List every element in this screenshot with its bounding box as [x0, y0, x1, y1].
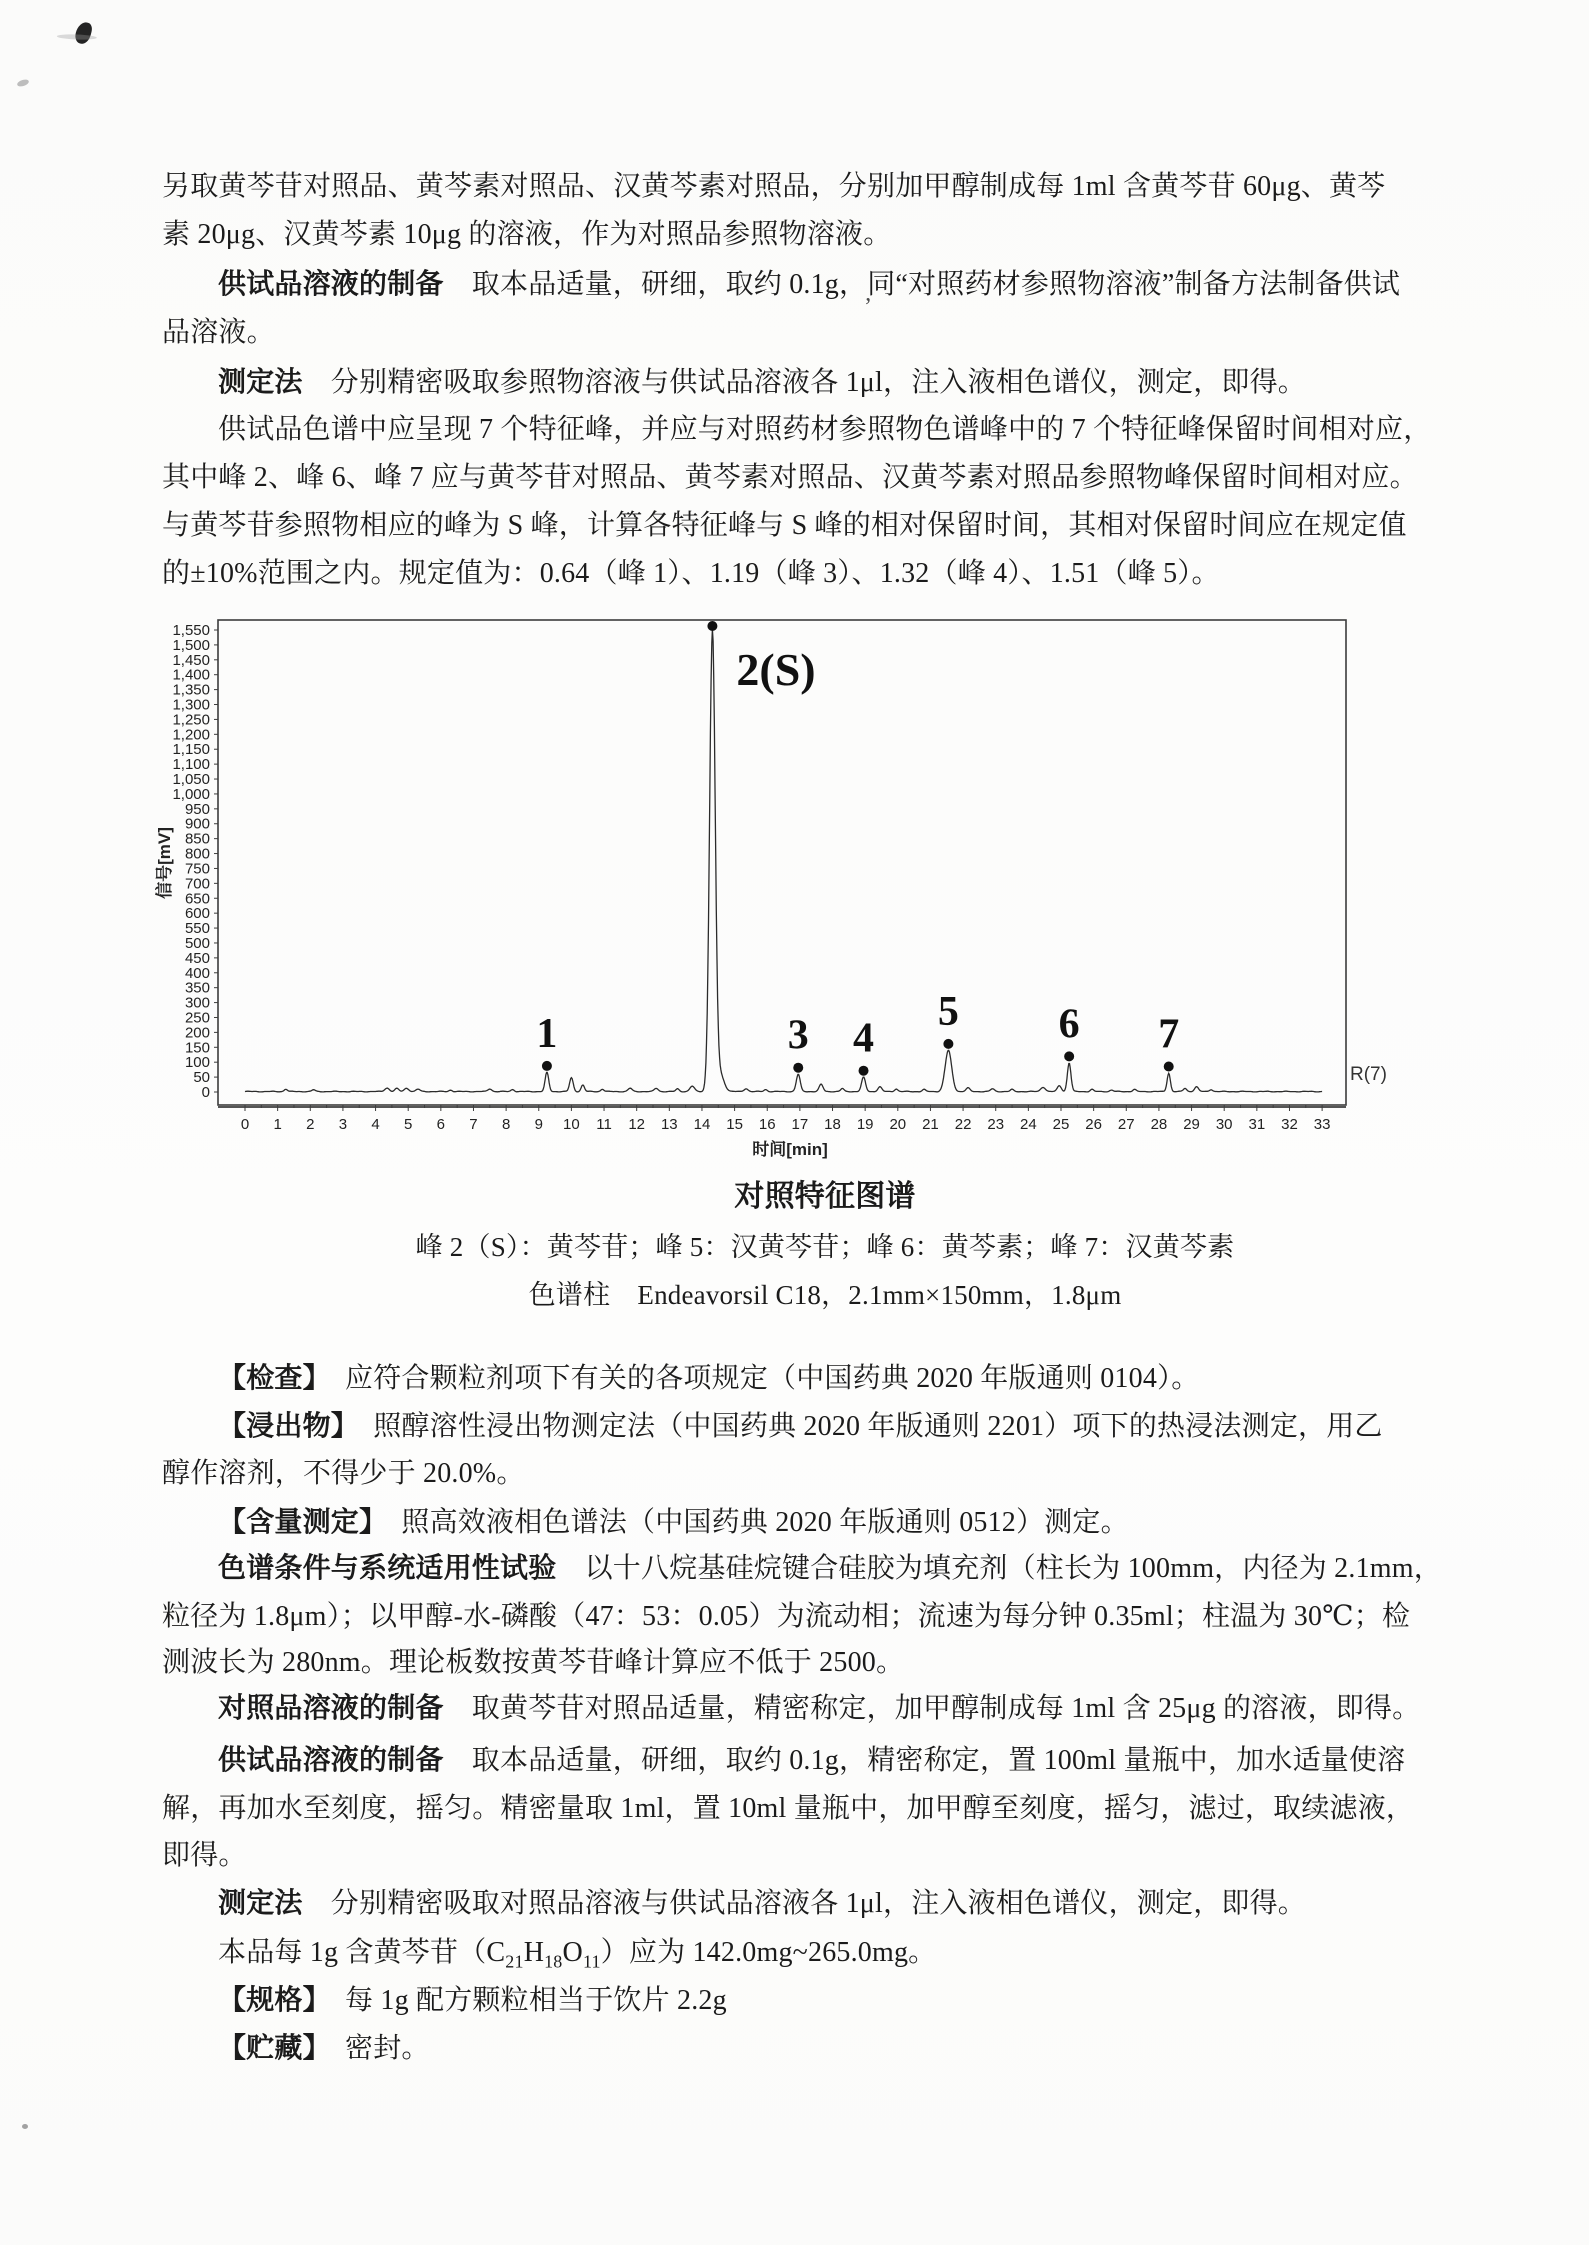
- text-line: 解，再加水至刻度，摇匀。精密量取 1ml，置 10ml 量瓶中，加甲醇至刻度，摇匀，滤过，取续滤液，: [162, 1793, 1415, 1824]
- text-line: 与黄芩苷参照物相应的峰为 S 峰，计算各特征峰与 S 峰的相对保留时间，其相对保留时间应在规定值: [162, 510, 1407, 541]
- svg-text:23: 23: [987, 1116, 1005, 1133]
- svg-text:3: 3: [787, 1012, 809, 1059]
- svg-text:350: 350: [184, 979, 210, 997]
- svg-text:5: 5: [937, 988, 959, 1035]
- svg-text:19: 19: [856, 1116, 874, 1133]
- svg-text:R(7): R(7): [1350, 1064, 1387, 1086]
- svg-text:950: 950: [184, 800, 210, 818]
- text-line: 【浸出物】 照醇溶性浸出物测定法（中国药典 2020 年版通则 2201）项下的热浸法测定，用乙: [218, 1410, 1383, 1442]
- text-line: 色谱条件与系统适用性试验 以十八烷基硅烷键合硅胶为填充剂（柱长为 100mm，内径为 2.1mm，: [218, 1552, 1442, 1584]
- svg-text:250: 250: [184, 1009, 210, 1027]
- scan-artifact-dot: [22, 2124, 28, 2129]
- svg-text:6: 6: [436, 1116, 446, 1133]
- svg-text:50: 50: [193, 1069, 210, 1087]
- svg-text:6: 6: [1058, 1001, 1080, 1048]
- svg-text:5: 5: [404, 1116, 413, 1133]
- svg-text:14: 14: [693, 1116, 711, 1133]
- svg-text:25: 25: [1052, 1116, 1070, 1133]
- svg-text:1,350: 1,350: [172, 681, 210, 699]
- text-line: 测定法 分别精密吸取对照品溶液与供试品溶液各 1μl，注入液相色谱仪，测定，即得。: [218, 1887, 1307, 1919]
- text-line: 对照特征图谱: [734, 1180, 916, 1213]
- text-line: 另取黄芩苷对照品、黄芩素对照品、汉黄芩素对照品，分别加甲醇制成每 1ml 含黄芩苷 60μg、黄芩: [162, 171, 1386, 202]
- svg-text:27: 27: [1117, 1116, 1135, 1133]
- text-line: 测波长为 280nm。理论板数按黄芩苷峰计算应不低于 2500。: [162, 1647, 905, 1678]
- svg-text:2: 2: [306, 1116, 315, 1133]
- svg-text:400: 400: [184, 964, 210, 982]
- svg-text:0: 0: [240, 1116, 250, 1133]
- svg-text:1,550: 1,550: [172, 622, 210, 639]
- svg-text:20: 20: [889, 1116, 907, 1133]
- svg-text:10: 10: [563, 1116, 580, 1133]
- text-line: 其中峰 2、峰 6、峰 7 应与黄芩苷对照品、黄芩素对照品、汉黄芩素对照品参照物峰保留时间相对应。: [162, 462, 1418, 493]
- text-line: 峰 2（S）：黄芩苷；峰 5：汉黄芩苷；峰 6：黄芩素；峰 7：汉黄芩素: [415, 1232, 1235, 1262]
- svg-text:7: 7: [1158, 1011, 1180, 1058]
- text-line: 测定法 分别精密吸取参照物溶液与供试品溶液各 1μl，注入液相色谱仪，测定，即得。: [218, 366, 1307, 398]
- svg-text:1,150: 1,150: [172, 741, 210, 759]
- chromatogram-figure: [140, 600, 1440, 1180]
- text-line: 【贮藏】 密封。: [218, 2032, 430, 2064]
- text-line: 供试品溶液的制备 取本品适量，研细，取约 0.1g，精密称定，置 100ml 量瓶中，加水适量使溶: [218, 1744, 1406, 1776]
- text-line: 供试品溶液的制备 取本品适量，研细，取约 0.1g，同“对照药材参照物溶液”制备方法制备供试: [218, 268, 1401, 300]
- svg-text:17: 17: [791, 1116, 809, 1133]
- text-line: 的±10%范围之内。规定值为：0.64（峰 1）、1.19（峰 3）、1.32（峰 4）、1.51（峰 5）。: [162, 558, 1220, 589]
- svg-text:13: 13: [660, 1116, 678, 1133]
- text-line: 即得。: [162, 1840, 247, 1871]
- text-line: 本品每 1g 含黄芩苷$(C_{21}H_{18}O_{11})$应为 142.0mg~265.0mg。: [218, 1937, 937, 1972]
- svg-text:1,250: 1,250: [172, 711, 210, 729]
- svg-text:时间[min]: 时间[min]: [752, 1140, 828, 1159]
- text-line: 粒径为 1.8μm）；以甲醇-水-磷酸（47：53：0.05）为流动相；流速为每分钟 0.35ml；柱温为 30℃；检: [162, 1601, 1411, 1632]
- svg-text:550: 550: [184, 920, 210, 938]
- svg-text:3: 3: [338, 1116, 348, 1133]
- svg-text:2(S): 2(S): [736, 643, 816, 695]
- svg-text:600: 600: [184, 905, 210, 923]
- svg-text:16: 16: [758, 1116, 776, 1133]
- chromatogram-chart: [140, 600, 1440, 1180]
- svg-text:150: 150: [184, 1039, 210, 1057]
- text-line: 【检查】 应符合颗粒剂项下有关的各项规定（中国药典 2020 年版通则 0104）。: [218, 1362, 1200, 1394]
- svg-text:1,400: 1,400: [172, 666, 210, 684]
- text-line: 素 20μg、汉黄芩素 10μg 的溶液，作为对照品参照物溶液。: [162, 219, 892, 250]
- svg-text:800: 800: [184, 845, 210, 863]
- svg-text:300: 300: [184, 994, 210, 1012]
- svg-text:4: 4: [853, 1015, 875, 1062]
- svg-text:0: 0: [201, 1084, 210, 1101]
- svg-text:28: 28: [1150, 1116, 1168, 1133]
- svg-text:30: 30: [1215, 1116, 1233, 1133]
- text-line: 【规格】 每 1g 配方颗粒相当于饮片 2.2g: [218, 1984, 727, 2016]
- svg-text:100: 100: [184, 1054, 210, 1072]
- svg-text:9: 9: [534, 1116, 543, 1133]
- svg-text:750: 750: [184, 860, 210, 878]
- svg-text:1,450: 1,450: [172, 651, 210, 669]
- svg-text:29: 29: [1183, 1116, 1200, 1133]
- svg-text:1: 1: [273, 1116, 282, 1133]
- svg-text:信号[mV]: 信号[mV]: [155, 827, 174, 899]
- svg-text:4: 4: [371, 1116, 380, 1133]
- text-line: 色谱柱 Endeavorsil C18，2.1mm×150mm，1.8μm: [528, 1280, 1122, 1310]
- svg-text:11: 11: [596, 1116, 612, 1133]
- svg-text:24: 24: [1020, 1116, 1037, 1133]
- svg-text:1,300: 1,300: [172, 696, 210, 714]
- svg-text:200: 200: [184, 1024, 210, 1042]
- text-line: 供试品色谱中应呈现 7 个特征峰，并应与对照药材参照物色谱峰中的 7 个特征峰保留时间相对应，: [218, 414, 1432, 445]
- svg-text:1,500: 1,500: [172, 636, 210, 654]
- svg-text:650: 650: [184, 890, 210, 908]
- svg-text:1,000: 1,000: [172, 785, 210, 803]
- svg-text:12: 12: [628, 1116, 646, 1133]
- svg-text:450: 450: [184, 949, 210, 967]
- svg-text:18: 18: [824, 1116, 841, 1133]
- svg-text:7: 7: [469, 1116, 478, 1133]
- svg-text:26: 26: [1085, 1116, 1102, 1133]
- svg-text:32: 32: [1281, 1116, 1298, 1133]
- svg-text:31: 31: [1248, 1116, 1266, 1133]
- svg-text:1,050: 1,050: [172, 771, 210, 789]
- svg-text:8: 8: [501, 1116, 511, 1133]
- text-line: 对照品溶液的制备 取黄芩苷对照品适量，精密称定，加甲醇制成每 1ml 含 25μg 的溶液，即得。: [218, 1692, 1421, 1724]
- svg-text:21: 21: [922, 1116, 939, 1133]
- text-line: 醇作溶剂，不得少于 20.0%。: [162, 1458, 525, 1489]
- svg-text:33: 33: [1313, 1116, 1331, 1133]
- svg-text:22: 22: [954, 1116, 972, 1133]
- svg-text:700: 700: [184, 875, 210, 893]
- svg-text:1: 1: [536, 1010, 558, 1057]
- text-line: 品溶液。: [162, 317, 275, 348]
- scan-artifact-mark: ’: [864, 294, 872, 320]
- svg-text:1,200: 1,200: [172, 726, 210, 744]
- svg-text:900: 900: [184, 815, 210, 833]
- svg-text:500: 500: [184, 934, 210, 952]
- svg-text:15: 15: [726, 1116, 743, 1133]
- text-line: 【含量测定】 照高效液相色谱法（中国药典 2020 年版通则 0512）测定。: [218, 1506, 1129, 1538]
- svg-text:850: 850: [184, 830, 210, 848]
- svg-text:1,100: 1,100: [172, 756, 210, 774]
